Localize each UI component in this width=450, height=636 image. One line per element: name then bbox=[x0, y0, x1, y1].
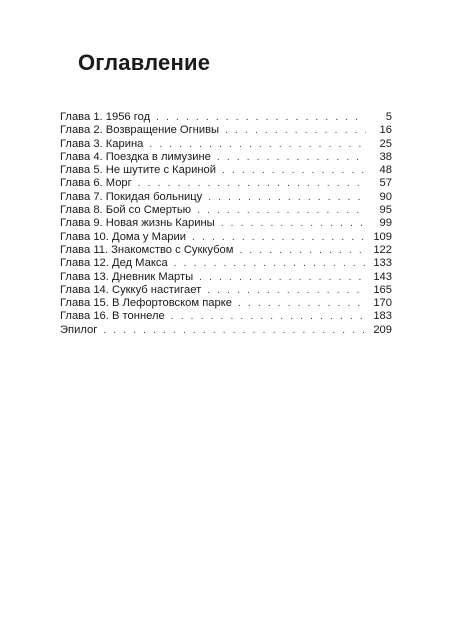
toc-entry bbox=[60, 124, 392, 137]
toc-entry-page: 165 bbox=[373, 283, 392, 296]
toc-entry-label: Глава 5. Не шутите с Кариной bbox=[60, 164, 217, 177]
toc-entry-page: 133 bbox=[373, 257, 392, 270]
dot-leader bbox=[149, 138, 366, 151]
toc-entry-page: 209 bbox=[373, 323, 392, 336]
toc-entry-label: Глава 14. Суккуб настигает bbox=[60, 283, 202, 296]
table-of-contents bbox=[60, 111, 392, 337]
toc-entry-page: 38 bbox=[379, 150, 392, 163]
dot-leader bbox=[221, 217, 366, 230]
toc-entry-label: Глава 13. Дневник Марты bbox=[60, 270, 194, 283]
toc-entry bbox=[60, 111, 392, 124]
dot-leader bbox=[171, 310, 366, 323]
dot-leader bbox=[192, 231, 366, 244]
toc-entry bbox=[60, 191, 392, 204]
dot-leader bbox=[208, 191, 366, 204]
toc-entry bbox=[60, 297, 392, 310]
toc-entry-page: 16 bbox=[379, 124, 392, 137]
toc-entry bbox=[60, 204, 392, 217]
toc-title: Оглавление bbox=[78, 50, 211, 75]
toc-entry-label: Глава 8. Бой со Смертью bbox=[60, 204, 192, 217]
toc-entry bbox=[60, 151, 392, 164]
dot-leader bbox=[174, 257, 366, 270]
toc-entry-label: Глава 16. В тоннеле bbox=[60, 310, 165, 323]
toc-entry-label: Глава 12. Дед Макса bbox=[60, 257, 168, 270]
dot-leader bbox=[197, 204, 366, 217]
toc-entry-label: Глава 7. Покидая больницу bbox=[60, 190, 203, 203]
dot-leader bbox=[222, 164, 366, 177]
toc-entry-label: Эпилог bbox=[60, 323, 98, 336]
toc-entry bbox=[60, 164, 392, 177]
toc-entry bbox=[60, 231, 392, 244]
toc-entry-label: Глава 3. Карина bbox=[60, 137, 144, 150]
toc-entry-page: 5 bbox=[385, 111, 392, 123]
toc-entry-page: 95 bbox=[379, 204, 392, 217]
toc-entry bbox=[60, 244, 392, 257]
toc-entry bbox=[60, 138, 392, 151]
toc-entry-label: Глава 1. 1956 год bbox=[60, 111, 151, 123]
toc-entry-page: 90 bbox=[379, 190, 392, 203]
toc-entry-page: 99 bbox=[379, 217, 392, 230]
toc-entry bbox=[60, 177, 392, 190]
toc-entry-page: 183 bbox=[373, 310, 392, 323]
toc-entry bbox=[60, 324, 392, 337]
dot-leader bbox=[239, 244, 366, 257]
dot-leader bbox=[156, 111, 366, 124]
toc-entry bbox=[60, 284, 392, 297]
dot-leader bbox=[103, 324, 366, 337]
toc-entry-page: 48 bbox=[379, 164, 392, 177]
toc-entry-label: Глава 2. Возвращение Огнивы bbox=[60, 124, 220, 137]
toc-entry-label: Глава 15. В Лефортовском парке bbox=[60, 297, 232, 310]
toc-entry-page: 170 bbox=[373, 297, 392, 310]
dot-leader bbox=[199, 271, 366, 284]
toc-entry-page: 122 bbox=[373, 243, 392, 256]
toc-entry-label: Глава 6. Морг bbox=[60, 177, 132, 190]
toc-entry-label: Глава 9. Новая жизнь Карины bbox=[60, 217, 215, 230]
toc-entry bbox=[60, 257, 392, 270]
toc-entry bbox=[60, 271, 392, 284]
toc-entry-page: 109 bbox=[373, 230, 392, 243]
toc-entry-label: Глава 10. Дома у Марии bbox=[60, 230, 187, 243]
dot-leader bbox=[225, 124, 366, 137]
toc-entry-label: Глава 4. Поездка в лимузине bbox=[60, 150, 211, 163]
dot-leader bbox=[238, 297, 366, 310]
toc-entry-page: 57 bbox=[379, 177, 392, 190]
toc-entry-page: 25 bbox=[379, 137, 392, 150]
dot-leader bbox=[138, 177, 366, 190]
toc-entry bbox=[60, 310, 392, 323]
toc-entry bbox=[60, 217, 392, 230]
dot-leader bbox=[207, 284, 366, 297]
toc-entry-page: 143 bbox=[373, 270, 392, 283]
toc-entry-label: Глава 11. Знакомство с Суккубом bbox=[60, 243, 234, 256]
dot-leader bbox=[217, 151, 366, 164]
